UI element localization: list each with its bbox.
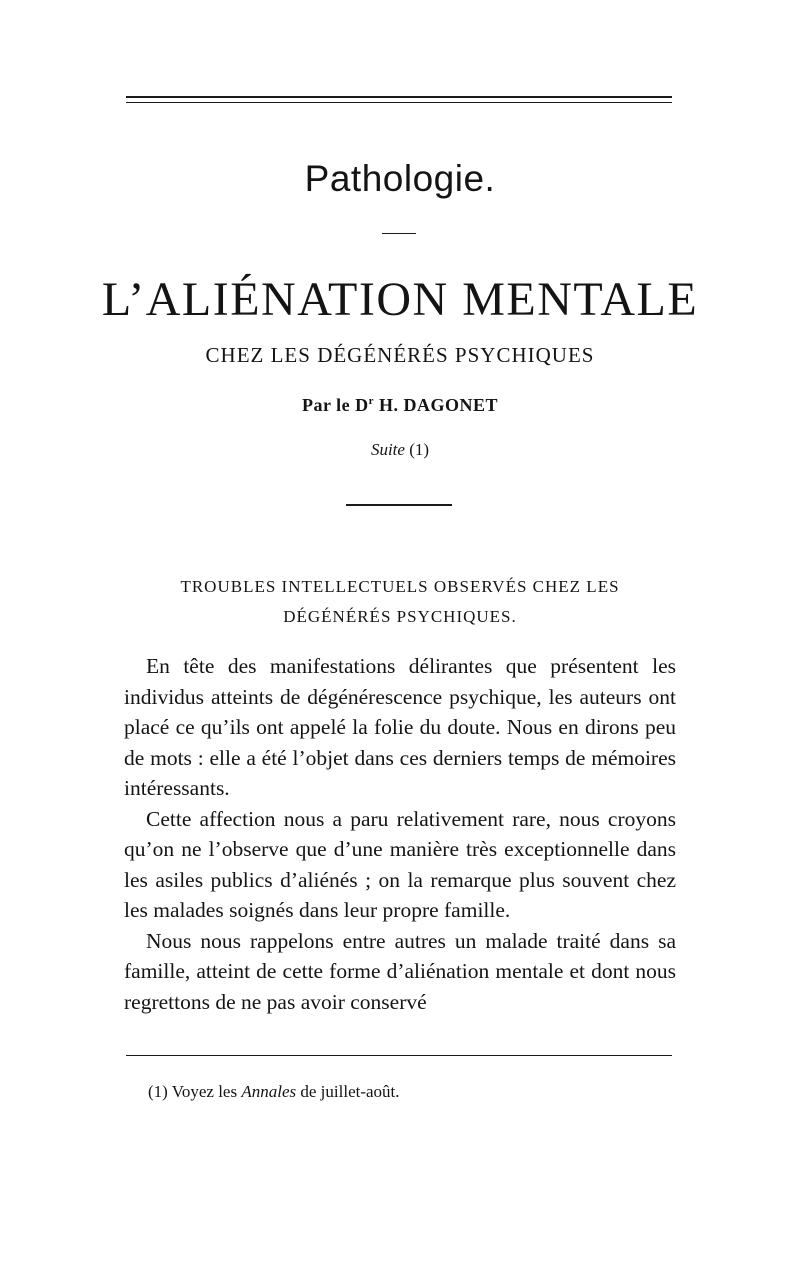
byline-prefix: Par le D [301, 395, 369, 415]
article-subtitle: CHEZ LES DÉGÉNÉRÉS PSYCHIQUES [205, 343, 595, 367]
paragraph-3: Nous nous rappelons entre autres un malade traité dans sa famille, atteint de cette forme d’aliénation mentale et dont nous regrettons de ne pas avoir conservé [124, 928, 676, 1014]
article-title: L’ALIÉNATION MENTALE [101, 273, 699, 326]
section-divider [382, 233, 416, 234]
byline [0, 395, 800, 416]
continuation-note [0, 440, 800, 460]
byline-superscript: r [368, 395, 375, 407]
title-divider [346, 504, 452, 506]
footnote-marker: (1) [148, 1082, 168, 1101]
continuation-note-ref: (1) [409, 440, 430, 459]
header-double-rule-top [126, 96, 672, 98]
footnote [148, 1082, 668, 1102]
footnote-journal: Annales [241, 1082, 297, 1101]
byline-author: H. DAGONET [379, 395, 499, 415]
continuation-word: Suite [370, 440, 405, 459]
paragraph-2: Cette affection nous a paru relativement rare, nous croyons qu’on ne l’observe que d’une manière très exceptionnelle dans les asiles publics d’aliénés ; on la remarque plus souvent chez les malades soignés dans leur propre famille. [124, 806, 676, 922]
footnote-text-before: Voyez les [171, 1082, 238, 1101]
footnote-rule [126, 1055, 672, 1056]
chapter-heading-line-1: TROUBLES INTELLECTUELS OBSERVÉS CHEZ LES [180, 577, 620, 596]
body-text [124, 651, 676, 1017]
chapter-heading [150, 572, 650, 632]
header-double-rule-bottom [126, 102, 672, 103]
footnote-text-after: de juillet-août. [300, 1082, 400, 1101]
section-title: Pathologie. [304, 158, 496, 199]
chapter-heading-line-2: DÉGÉNÉRÉS PSYCHIQUES. [283, 607, 517, 626]
paragraph-1: En tête des manifestations délirantes que présentent les individus atteints de dégénérescence psychique, les auteurs ont placé ce qu’ils ont appelé la folie du doute. Nous en dirons peu de mots : elle a été l’objet dans ces derniers temps de mémoires intéressants. [124, 654, 676, 800]
